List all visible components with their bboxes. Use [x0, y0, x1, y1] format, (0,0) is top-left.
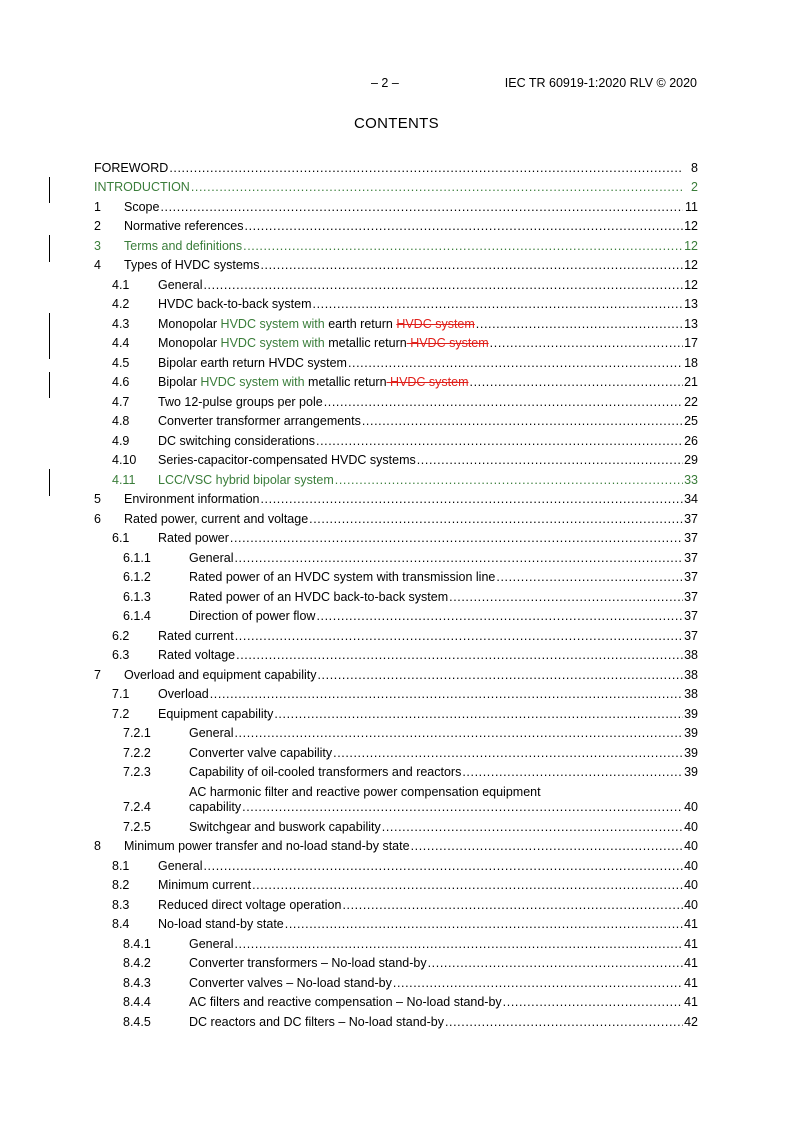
toc-entry[interactable] — [94, 176, 698, 196]
toc-entry[interactable] — [94, 546, 698, 566]
page-number: – 2 – — [371, 76, 399, 90]
toc-entry[interactable] — [94, 835, 698, 855]
toc-entry-title: Monopolar — [158, 316, 221, 331]
toc-entry-title: capability — [189, 800, 242, 814]
toc-entry-title: AC filters and reactive compensation – No-load stand-by — [189, 995, 502, 1009]
inserted-text: HVDC system with — [200, 375, 305, 389]
toc-entry[interactable] — [94, 254, 698, 274]
deleted-text: HVDC system — [406, 336, 489, 350]
toc-entry-title: Normative references — [124, 219, 244, 233]
dot-leader — [230, 531, 683, 546]
toc-entry[interactable] — [94, 722, 698, 742]
dot-leader — [445, 1015, 683, 1030]
toc-entry[interactable] — [94, 312, 698, 332]
toc-entry-title: Converter transformers – No-load stand-by — [189, 956, 427, 970]
toc-entry[interactable] — [94, 273, 698, 293]
toc-entry-title: General — [189, 936, 234, 951]
toc-entry-number: 6 — [94, 511, 101, 526]
page-header — [0, 76, 793, 92]
toc-entry-title: Minimum power transfer and no-load stand-by state — [124, 839, 410, 853]
inserted-text: HVDC system with — [220, 316, 325, 331]
toc-entry[interactable] — [94, 429, 698, 449]
toc-entry-page: 39 — [684, 745, 698, 760]
toc-entry-title: Bipolar earth return HVDC system — [158, 355, 347, 370]
dot-leader — [316, 609, 683, 624]
dot-leader — [274, 707, 683, 722]
toc-entry-title: Two 12-pulse groups per pole — [158, 394, 323, 409]
dot-leader — [313, 297, 683, 312]
dot-leader — [324, 395, 683, 410]
dot-leader — [309, 512, 683, 527]
toc-entry[interactable] — [94, 410, 698, 430]
toc-entry[interactable] — [94, 644, 698, 664]
toc-entry[interactable] — [94, 371, 698, 391]
toc-entry[interactable] — [94, 332, 698, 352]
toc-entry-page: 37 — [684, 570, 698, 584]
toc-entry-number: 6.1.4 — [123, 609, 151, 623]
dot-leader — [490, 336, 683, 351]
toc-entry[interactable] — [94, 527, 698, 547]
toc-entry-title: Series-capacitor-compensated HVDC systems — [158, 453, 416, 467]
toc-entry-page: 12 — [684, 258, 698, 272]
toc-entry-number: 8.4.2 — [123, 956, 151, 970]
dot-leader — [470, 375, 683, 390]
inserted-text: HVDC system with — [220, 336, 325, 350]
toc-entry[interactable] — [94, 195, 698, 215]
toc-entry[interactable] — [94, 449, 698, 469]
toc-entry-title: Rated power of an HVDC back-to-back system — [189, 589, 449, 604]
dot-leader — [342, 898, 683, 913]
toc-entry[interactable] — [94, 605, 698, 625]
toc-entry-page: 40 — [684, 839, 698, 853]
toc-entry[interactable] — [94, 156, 698, 176]
toc-entry-page: 40 — [684, 897, 698, 912]
deleted-text: HVDC system — [386, 375, 469, 389]
toc-entry-number: 4.4 — [112, 336, 130, 350]
toc-entry-title: Types of HVDC systems — [124, 258, 260, 272]
toc-entry[interactable] — [94, 351, 698, 371]
dot-leader — [335, 473, 683, 488]
toc-entry-number: 3 — [94, 238, 101, 253]
toc-entry-page: 22 — [684, 394, 698, 409]
toc-entry-number: 4.11 — [112, 472, 136, 487]
toc-entry-page: 37 — [684, 609, 698, 623]
toc-entry-number: 7.2.4 — [123, 800, 151, 814]
toc-entry-page: 41 — [684, 956, 698, 970]
toc-entry-title: Monopolar — [158, 336, 221, 350]
toc-entry[interactable] — [94, 893, 698, 913]
toc-entry-number: 4 — [94, 258, 101, 272]
dot-leader — [243, 239, 683, 254]
toc-entry-title: earth return — [324, 316, 397, 331]
toc-entry-page: 13 — [684, 297, 698, 311]
toc-entry-title: Overload — [158, 687, 209, 701]
toc-entry-page: 40 — [684, 800, 698, 814]
inserted-text: LCC/VSC hybrid bipolar system — [158, 472, 334, 487]
toc-entry-page: 38 — [684, 648, 698, 662]
toc-entry-number: 4.8 — [112, 414, 130, 428]
dot-leader — [316, 434, 683, 449]
toc-entry-number: 8.4.1 — [123, 936, 151, 951]
change-bar — [49, 333, 50, 360]
toc-entry-page: 12 — [684, 219, 698, 233]
dot-leader — [235, 629, 683, 644]
toc-entry-number: 7.2.5 — [123, 819, 151, 834]
dot-leader — [234, 726, 683, 741]
toc-entry-number: 7.2.1 — [123, 726, 151, 740]
dot-leader — [160, 200, 683, 215]
toc-entry-title: Scope — [124, 199, 160, 214]
toc-entry-number: 7.2.3 — [123, 765, 151, 779]
toc-entry-number: 7.2.2 — [123, 745, 151, 760]
toc-entry[interactable] — [94, 971, 698, 991]
toc-entry-title: General — [189, 550, 234, 565]
dot-leader — [449, 590, 683, 605]
toc-entry-title: Reduced direct voltage operation — [158, 897, 342, 912]
toc-entry-title: metallic return — [304, 375, 387, 389]
dot-leader — [411, 839, 683, 854]
change-bar — [49, 177, 50, 204]
toc-entry-page: 29 — [684, 453, 698, 467]
toc-entry-title: DC switching considerations — [158, 433, 316, 448]
dot-leader — [285, 917, 683, 932]
toc-entry-title: General — [158, 277, 203, 292]
dot-leader — [503, 995, 683, 1010]
toc-entry-title: Equipment capability — [158, 706, 274, 721]
toc-entry[interactable] — [94, 854, 698, 874]
toc-entry-number: 7.1 — [112, 687, 130, 701]
toc-entry-number: 4.1 — [112, 277, 130, 292]
toc-entry-number: 4.3 — [112, 316, 130, 331]
toc-entry-title: Converter valve capability — [189, 745, 333, 760]
dot-leader — [236, 648, 683, 663]
table-of-contents — [94, 156, 698, 1030]
dot-leader — [462, 765, 683, 780]
toc-entry-number: 4.7 — [112, 394, 130, 409]
toc-entry-page: 40 — [684, 878, 698, 892]
toc-entry-title-line: AC harmonic filter and reactive power compensation equipment — [189, 785, 541, 799]
toc-entry-title: Overload and equipment capability — [124, 667, 317, 682]
change-bar — [49, 372, 50, 399]
toc-entry-page: 41 — [684, 936, 698, 951]
toc-entry-number: 8.3 — [112, 897, 130, 912]
page-title: CONTENTS — [354, 115, 439, 132]
dot-leader — [203, 278, 683, 293]
toc-entry-title: Bipolar — [158, 375, 201, 389]
toc-entry-page: 17 — [684, 336, 698, 350]
toc-entry-title: Switchgear and buswork capability — [189, 819, 381, 834]
toc-entry[interactable] — [94, 741, 698, 761]
dot-leader — [428, 956, 683, 971]
toc-entry-title: Rated voltage — [158, 648, 236, 662]
toc-entry-number: 4.5 — [112, 355, 130, 370]
toc-entry-page: 12 — [684, 277, 698, 292]
dot-leader — [382, 820, 683, 835]
toc-entry-title: HVDC back-to-back system — [158, 297, 312, 311]
dot-leader — [203, 859, 683, 874]
toc-entry-page: 33 — [684, 472, 698, 487]
toc-entry-title: Rated current — [158, 628, 234, 643]
toc-entry[interactable] — [94, 488, 698, 508]
toc-entry-number: 2 — [94, 219, 101, 233]
toc-entry-number: 4.10 — [112, 453, 137, 467]
dot-leader — [260, 258, 683, 273]
dot-leader — [234, 551, 683, 566]
toc-entry-title: Minimum current — [158, 878, 252, 892]
change-bar — [49, 235, 50, 262]
toc-entry[interactable] — [94, 1010, 698, 1030]
dot-leader — [242, 800, 683, 815]
toc-entry-page: 12 — [684, 238, 698, 253]
dot-leader — [393, 976, 683, 991]
toc-entry-page: 40 — [684, 858, 698, 873]
toc-entry-number: 8.4.4 — [123, 995, 151, 1009]
toc-entry-page: 26 — [684, 433, 698, 448]
toc-entry[interactable] — [94, 663, 698, 683]
toc-entry-title: FOREWORD — [94, 160, 169, 175]
toc-entry[interactable] — [94, 390, 698, 410]
toc-entry-title: Direction of power flow — [189, 609, 316, 623]
toc-entry-page: 18 — [684, 355, 698, 370]
toc-entry-page: 41 — [684, 995, 698, 1009]
dot-leader — [417, 453, 683, 468]
toc-entry[interactable] — [94, 761, 698, 781]
toc-entry-title: Converter valves – No-load stand-by — [189, 975, 392, 990]
toc-entry-number: 5 — [94, 492, 101, 506]
dot-leader — [317, 668, 683, 683]
toc-entry[interactable] — [94, 932, 698, 952]
toc-entry-page: 37 — [684, 628, 698, 643]
toc-entry-number: 6.1 — [112, 531, 130, 545]
toc-entry-number: 6.1.3 — [123, 589, 151, 604]
dot-leader — [169, 161, 683, 176]
toc-entry[interactable] — [94, 507, 698, 527]
change-bar — [49, 469, 50, 496]
toc-entry[interactable] — [94, 683, 698, 703]
toc-entry-number: 1 — [94, 199, 101, 214]
toc-entry-page: 34 — [684, 492, 698, 506]
dot-leader — [260, 492, 683, 507]
toc-entry[interactable] — [94, 952, 698, 972]
document-id: IEC TR 60919-1:2020 RLV © 2020 — [504, 76, 697, 90]
toc-entry-page: 38 — [684, 687, 698, 701]
toc-entry-title: Rated power — [158, 531, 229, 545]
toc-entry-number: 8.2 — [112, 878, 130, 892]
toc-entry[interactable] — [94, 702, 698, 722]
dot-leader — [362, 414, 683, 429]
dot-leader — [234, 937, 683, 952]
toc-entry-title: Environment information — [124, 492, 260, 506]
toc-entry-title: Rated power, current and voltage — [124, 511, 309, 526]
toc-entry-page: 8 — [691, 160, 698, 175]
inserted-text: Terms and definitions — [124, 238, 243, 253]
toc-entry[interactable] — [94, 468, 698, 488]
toc-entry-page: 41 — [684, 917, 698, 931]
dot-leader — [191, 180, 683, 195]
toc-entry-title: metallic return — [324, 336, 407, 350]
dot-leader — [496, 570, 683, 585]
toc-entry-page: 2 — [691, 180, 698, 194]
dot-leader — [210, 687, 683, 702]
toc-entry-number: 7 — [94, 667, 101, 682]
toc-entry-title: General — [158, 858, 203, 873]
toc-entry-page: 21 — [684, 375, 698, 389]
toc-entry-page: 39 — [684, 765, 698, 779]
toc-entry-number: 6.3 — [112, 648, 130, 662]
dot-leader — [245, 219, 684, 234]
toc-entry-page: 37 — [684, 531, 698, 545]
toc-entry-number: 7.2 — [112, 706, 130, 721]
toc-entry-page: 37 — [684, 550, 698, 565]
dot-leader — [333, 746, 683, 761]
toc-entry-number: 6.1.2 — [123, 570, 151, 584]
toc-entry[interactable] — [94, 780, 698, 815]
toc-entry-page: 37 — [684, 589, 698, 604]
deleted-text: HVDC system — [396, 316, 475, 331]
toc-entry[interactable] — [94, 991, 698, 1011]
toc-entry[interactable] — [94, 215, 698, 235]
dot-leader — [476, 317, 683, 332]
toc-entry-title: Converter transformer arrangements — [158, 414, 361, 428]
toc-entry[interactable] — [94, 815, 698, 835]
toc-entry-number: 8 — [94, 839, 101, 853]
toc-entry-number: 8.4 — [112, 917, 130, 931]
inserted-text: INTRODUCTION — [94, 180, 190, 194]
toc-entry-number: 8.4.5 — [123, 1014, 151, 1029]
toc-entry-number: 8.1 — [112, 858, 130, 873]
toc-entry-page: 39 — [684, 706, 698, 721]
toc-entry-number: 6.2 — [112, 628, 130, 643]
toc-entry-title: DC reactors and DC filters – No-load stand-by — [189, 1014, 444, 1029]
toc-entry-page: 41 — [684, 975, 698, 990]
toc-entry-page: 25 — [684, 414, 698, 428]
toc-entry-title: Rated power of an HVDC system with transmission line — [189, 570, 496, 584]
dot-leader — [252, 878, 683, 893]
toc-entry-page: 40 — [684, 819, 698, 834]
toc-entry[interactable] — [94, 293, 698, 313]
toc-entry[interactable] — [94, 234, 698, 254]
toc-entry[interactable] — [94, 874, 698, 894]
toc-entry-number: 6.1.1 — [123, 550, 151, 565]
toc-entry-page: 38 — [684, 667, 698, 682]
toc-entry-number: 4.6 — [112, 375, 130, 389]
toc-entry[interactable] — [94, 913, 698, 933]
toc-entry-number: 4.2 — [112, 297, 130, 311]
toc-entry-page: 42 — [684, 1014, 698, 1029]
toc-entry-page: 37 — [684, 511, 698, 526]
toc-entry-title: General — [189, 726, 234, 740]
toc-entry-number: 8.4.3 — [123, 975, 151, 990]
toc-entry[interactable] — [94, 566, 698, 586]
toc-entry[interactable] — [94, 585, 698, 605]
toc-entry-title: Capability of oil-cooled transformers and reactors — [189, 765, 462, 779]
toc-entry-number: 4.9 — [112, 433, 130, 448]
toc-entry[interactable] — [94, 624, 698, 644]
toc-entry-page: 11 — [685, 199, 698, 214]
toc-entry-title: No-load stand-by state — [158, 917, 284, 931]
toc-entry-page: 39 — [684, 726, 698, 740]
toc-entry-page: 13 — [684, 316, 698, 331]
dot-leader — [348, 356, 683, 371]
